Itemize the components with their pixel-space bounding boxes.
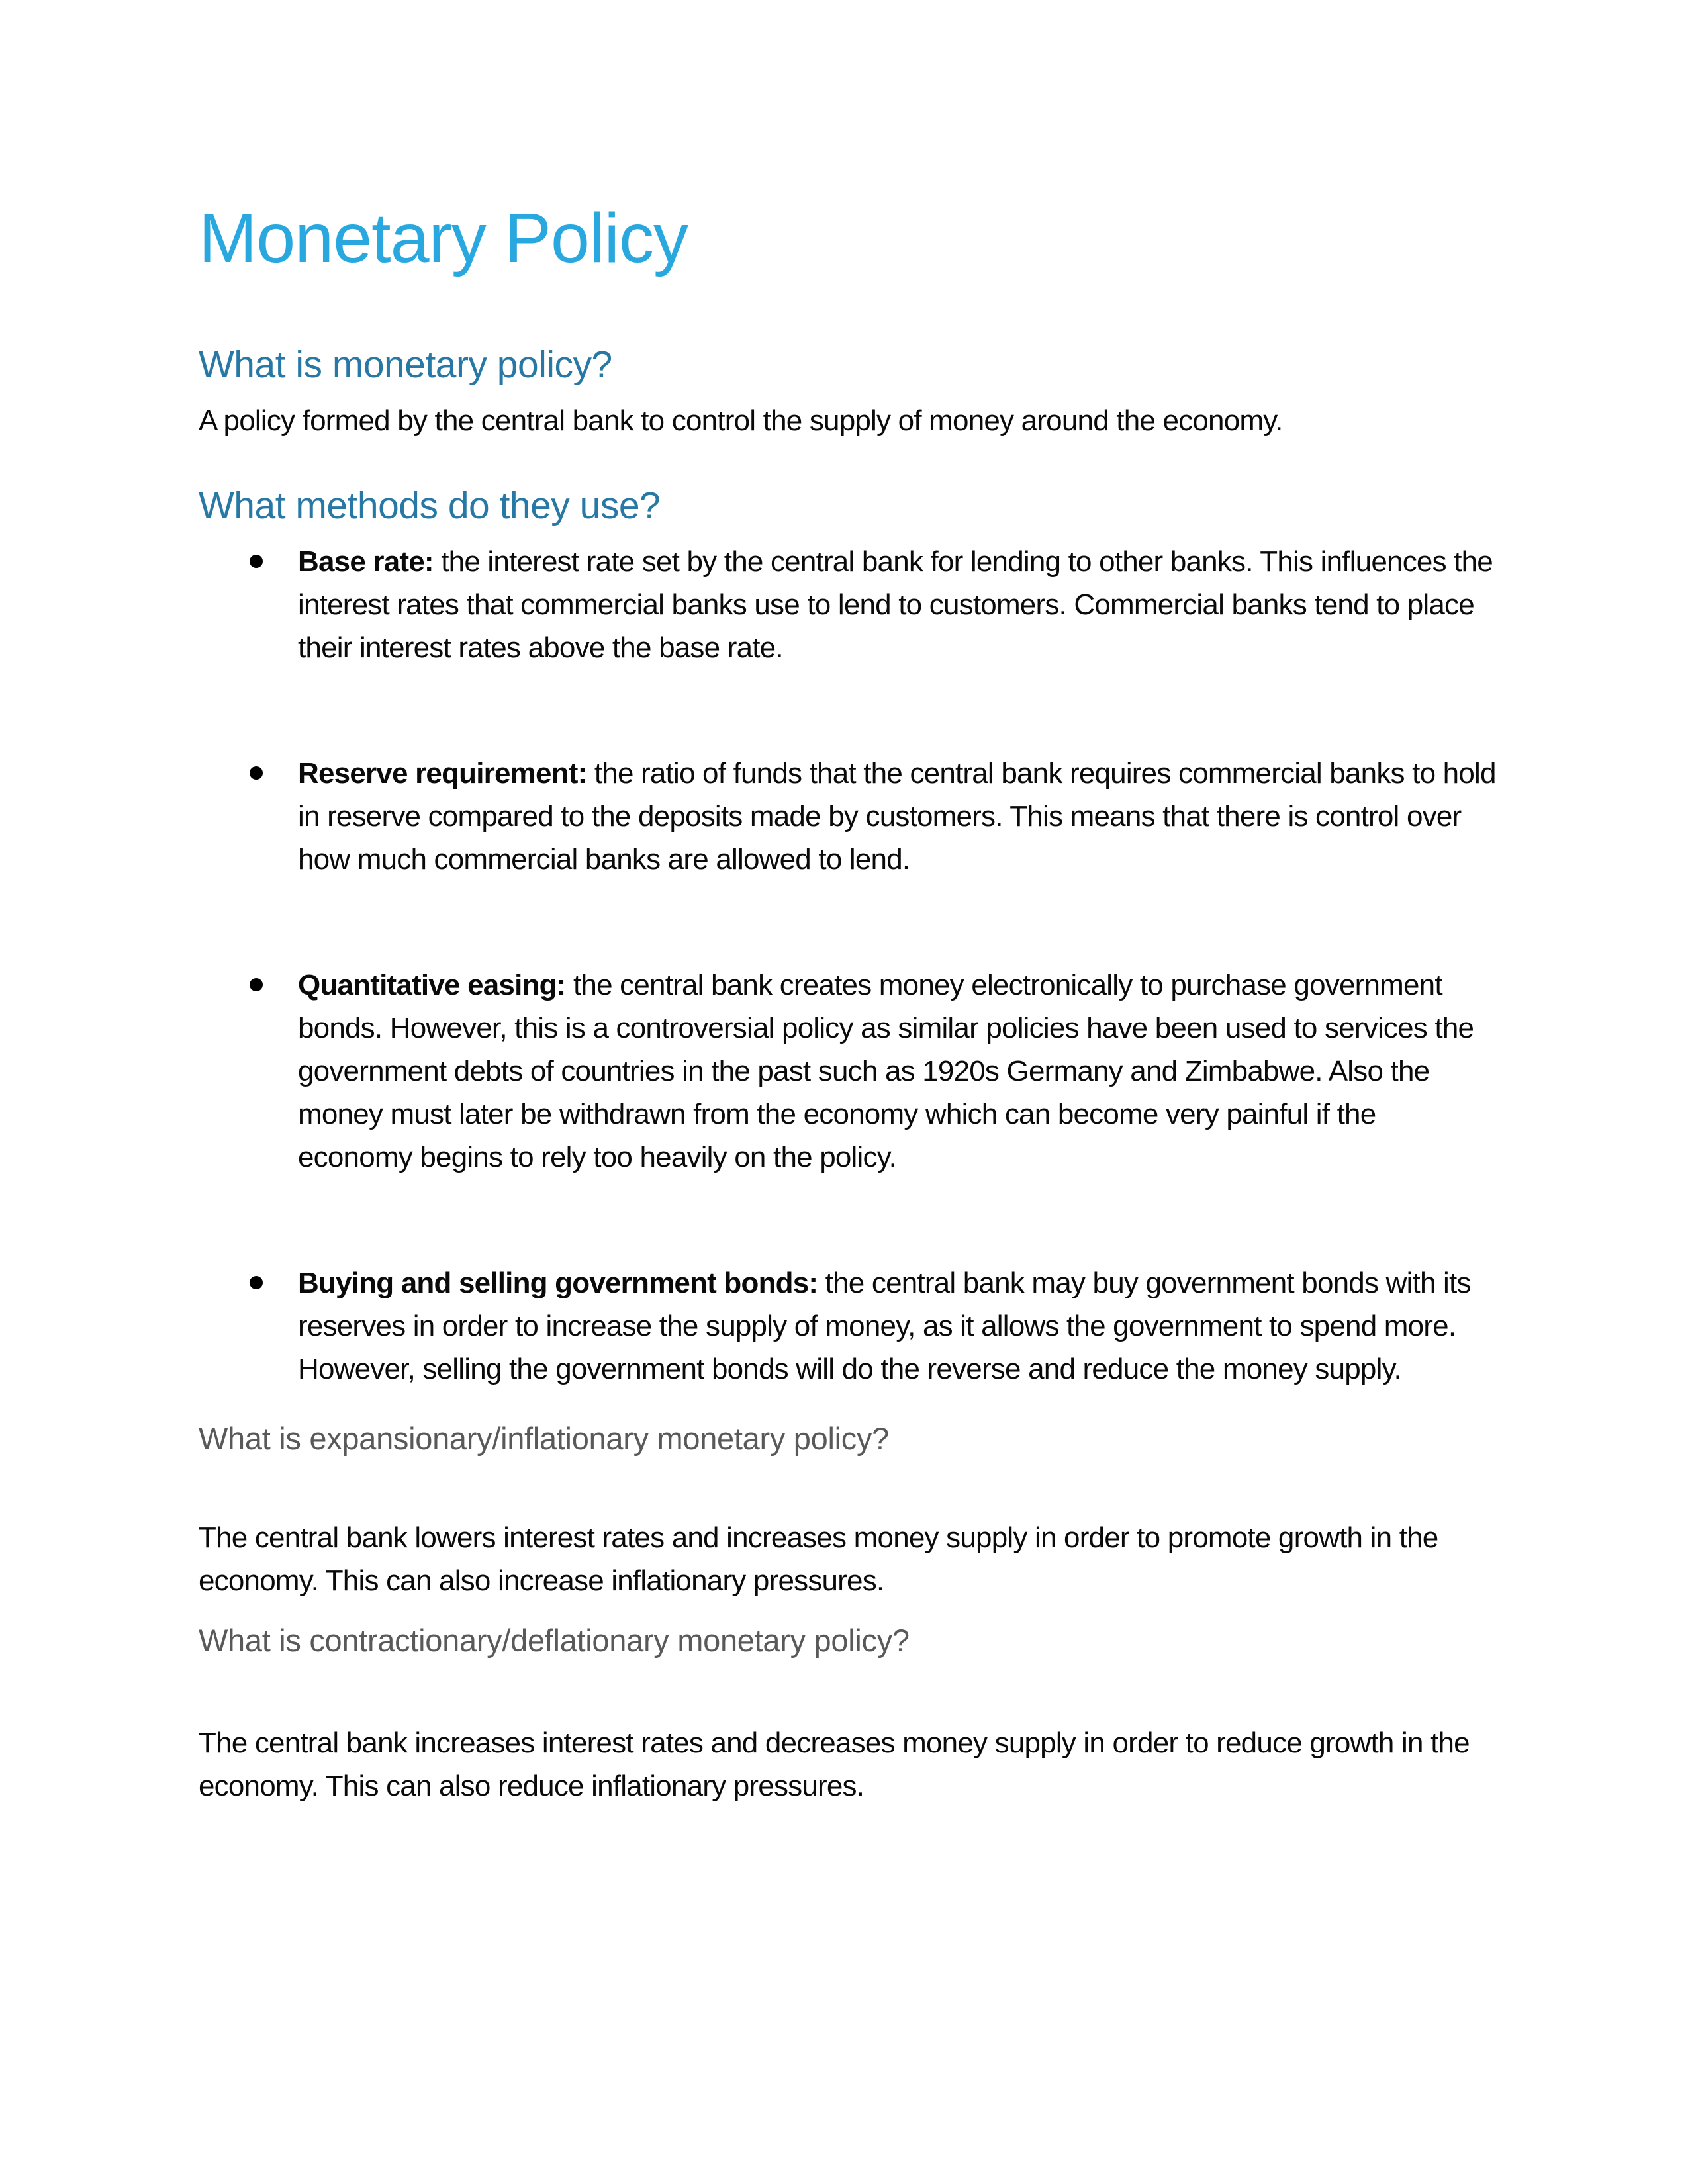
paragraph-expansionary-definition: The central bank lowers interest rates and increases money supply in order to promote growth in the economy. This can also increase inflationary pressures. <box>199 1522 1438 1598</box>
bullet-definition: the central bank creates money electronically to purchase government bonds. However, this is a controversial policy as similar policies have been used to services the government debts of countries in the past such as 1920s Germany and Zimbabwe. Also the money must later be withdrawn from the economy which can become very painful if the economy begins to rely too heavily on the policy. <box>298 968 1474 1173</box>
bullet-definition: the ratio of funds that the central bank requires commercial banks to hold in reserve compared to the deposits made by customers. This means that there is control over how much commercial banks are allowed to lend. <box>298 756 1496 876</box>
list-item-reserve-requirement <box>298 752 1496 881</box>
bullet-icon <box>250 1276 263 1289</box>
bullet-icon <box>250 978 263 991</box>
bullet-term: Reserve requirement: <box>298 756 587 790</box>
section-heading-what-is-monetary-policy: What is monetary policy? <box>199 343 612 386</box>
bullet-term: Base rate: <box>298 545 434 578</box>
paragraph-contractionary-definition: The central bank increases interest rates and decreases money supply in order to reduce growth in the economy. This can also reduce inflationary pressures. <box>199 1727 1470 1803</box>
bullet-definition: the interest rate set by the central bank for lending to other banks. This influences the interest rates that commercial banks use to lend to customers. Commercial banks tend to place their interest rates above the base rate. <box>298 545 1493 664</box>
list-item-buying-selling-bonds <box>298 1261 1496 1390</box>
methods-bullet-list <box>199 540 1496 1390</box>
bullet-icon <box>250 766 263 780</box>
section-heading-what-methods: What methods do they use? <box>199 484 661 527</box>
bullet-icon <box>250 555 263 568</box>
paragraph-monetary-policy-definition: A policy formed by the central bank to control the supply of money around the economy. <box>199 404 1283 437</box>
document-title: Monetary Policy <box>199 199 688 277</box>
bullet-term: Buying and selling government bonds: <box>298 1266 818 1299</box>
list-item-base-rate <box>298 540 1496 669</box>
subheading-contractionary-policy: What is contractionary/deflationary monetary policy? <box>199 1623 910 1659</box>
subheading-expansionary-policy: What is expansionary/inflationary monetary policy? <box>199 1420 890 1456</box>
bullet-definition: the central bank may buy government bonds with its reserves in order to increase the supply of money, as it allows the government to spend more. However, selling the government bonds will do the reverse and reduce the money supply. <box>298 1266 1471 1385</box>
list-item-quantitative-easing <box>298 964 1496 1179</box>
bullet-term: Quantitative easing: <box>298 968 566 1001</box>
